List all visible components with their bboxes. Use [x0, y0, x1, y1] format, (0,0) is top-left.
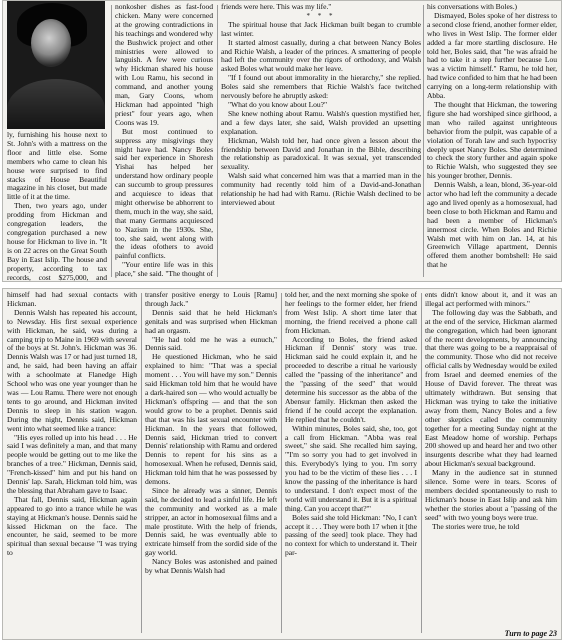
paragraph: his conversations with Boles.): [427, 3, 518, 11]
bottom-column-3: [285, 291, 417, 635]
turn-to-page-text: Turn to page 23: [504, 629, 557, 638]
paragraph: ly, furnishing his house next to St. John's with a mattress on the floor and little else. Some members who came to clean his house were surprised to find stacks of House Beautiful magazine in his closet, but made little of it at the time.: [7, 131, 107, 202]
paragraph: She knew nothing about Ramu. Walsh's question mystified her, and a few days later, she said, Walsh provided an upsetting explanation.: [221, 108, 421, 136]
top-column-4: [427, 3, 557, 279]
paragraph: "What do you know about Lou?": [228, 99, 328, 109]
paragraph: "Your entire life was in this place," she said. "The thought of: [115, 260, 213, 279]
top-column-2: [115, 3, 213, 279]
bottom-column-2: [145, 291, 277, 635]
top-column-1: [7, 131, 107, 281]
paragraph: That fall, Dennis said, Hickman again appeared to go into a trance while he was staying at Hickman's house. Dennis said he kissed Hickman on the face. The encounter, he said, seemed to be more spiritual than sexual because "I was trying to: [7, 494, 137, 558]
paragraph: told her, and the next morning she spoke of her feelings to the former elder, her friend from West Islip. A short time later that morning, the friend received a phone call from Hickman.: [285, 291, 417, 335]
paragraph: Many in the audience sat in stunned silence. Some were in tears. Scores of members decided spontaneously to rush to Hickman's house in East Islip and ask him whether the stories about a "passing of the seed" with two young boys were true.: [425, 468, 557, 522]
bottom-column-1: [7, 291, 137, 635]
paragraph: The following day was the Sabbath, and at the end of the service, Hickman alarmed the congregation, which had been ignorant of the recent developments, by announcing that there was going to be a reappraisal of the community. Those who did not receive official calls by Wednesday would be exiled from Israel and deemed enemies of the House of David forever. The threat was ultimately withdrawn. But sensing that Hickman was trying to take the initiative away from them, Nancy Boles and a few other skeptics called the community together for a meeting Sunday night at the East Meadow home of worship. Perhaps 200 showed up and heard her and two other insurgents describe what they had learned about Hickman's sexual background.: [425, 307, 557, 469]
paragraph: It started almost casually, during a chat between Nancy Boles and Richie Walsh, a leader of the princes. A smattering of people had left the community over the rigors of orthodoxy, and Walsh asked Boles what would make her leave.: [221, 37, 421, 74]
top-column-3: [221, 3, 421, 279]
paragraph: Boles said she told Hickman: "No, I can't accept it . . . They were both 17 when it [the passing of the seed] took place. They had no context for which to understand it. Their par-: [285, 512, 417, 558]
continuation-note: [505, 629, 557, 638]
paragraph: He questioned Hickman, who he said explained to him: "That was a special moment . . . You will have my son." Dennis said Hickman told him that he would have a dark-haired son — who would actually be Hickman's offspring — and that the son would grow to be a prophet. Dennis said that that was his last sexual encounter with Hickman. In the years that followed, Dennis said, Hickman tried to convert Dennis' relationship with Ramu and ordered Dennis to repent for his sins as a homosexual. When he refused, Dennis said, Hickman told him that he was possessed by demons.: [145, 352, 277, 487]
paragraph: The stories were true, he told: [432, 521, 520, 531]
paragraph: "His eyes rolled up into his head . . . He said I was definitely a man, and that many people would be getting out to me like the branches of a tree." Hickman, Dennis said, "French-kissed" him and put his hand on Dennis' lap. Sarah, Hickman told him, was the blessing that Abraham gave to Isaac.: [7, 432, 137, 495]
paragraph: Dennis said that he held Hickman's genitals and was surprised when Hickman had an orgasm.: [145, 307, 277, 335]
paragraph: ents didn't know about it, and it was an illegal act performed with minors.": [425, 291, 557, 308]
paragraph: himself had had sexual contacts with Hickman.: [7, 291, 137, 308]
paragraph: Dennis Walsh has repeated his account, to Newsday. His first sexual experience with Hickman, he said, was during a camping trip to Maine in 1969 with several of the boys at St. John's. Hickman was 36. Dennis Walsh was 17 or had just turned 18, and, he said, had been having an affair with a schoolmate at Flanedge High School who was one year younger than he was — Lou Ramu. There were not enough tents to go around, and Hickman invited Dennis to sleep in his station wagon. During the night, Dennis said, Hickman went into what seemed like a trance:: [7, 307, 137, 433]
paragraph: Dennis Walsh, a lean, blond, 36-year-old actor who had left the community a decade ago and lived openly as a homosexual, had been close to both Hickman and Ramu and had been a member of Hickman's innermost circle. When Boles and Richie Walsh met with him on Jan. 14, at his Greenwich Village apartment, Dennis offered them another bombshell: He said that he: [427, 180, 557, 270]
paragraph: The spiritual house that Jack Hickman built began to crumble last winter.: [221, 19, 421, 38]
paragraph: "If I found out about immorality in the hierarchy," she replied. Boles said she remembers that Richie Walsh's face twitched nervously before he abruptly asked:: [221, 73, 421, 101]
paragraph: Hickman, Walsh told her, had once given a lesson about the friendship between David and Jonathan in the Bible, describing the relationship as paradoxical. It was sexual, yet transcended sexuality.: [221, 135, 421, 172]
paragraph: nonkosher dishes as fast-food chicken. Many were concerned at the growing contradictions in his teachings and wondered why the Bushwick project and other ministries were allowed to languish. A few were curious why Hickman shared his house with Lou Ramu, his second in command, and another young man, Gary Coons, whom Hickman had appointed "high priest" four years ago, when Coons was 19.: [115, 3, 213, 127]
paragraph: But most continued to suppress any misgivings they might have had. Nancy Boles said her experience in Shoresh Yishai has helped her understand how ordinary people can succumb to group pressures and acquiesce to ideas that might otherwise be abhorrent to them, much in the way, she said, that many Germans acquiesced to Nazism in the 1930s. She, too, she said, went along with the ideas ofothers to avoid painful conflicts.: [115, 126, 213, 261]
paragraph: Then, two years ago, under prodding from Hickman and congregation leaders, the congregation purchased a new house for Hickman to live in. "It is on 22 acres on the Great South Bay in East Islip. The house and property, according to tax records, cost $275,000, and: [7, 201, 107, 281]
paragraph: Since he already was a sinner, Dennis said, he decided to lead a sinful life. He left the community and worked as a male stripper, an actor in homosexual films and a male prostitute. With the help of friends, Dennis said, he was eventually able to extricate himself from the sordid side of the gay world.: [145, 485, 277, 558]
paragraph: "He had told me he was a eunuch," Dennis said.: [145, 334, 277, 353]
bottom-article-panel: [2, 288, 562, 640]
bottom-column-4: [425, 291, 557, 625]
portrait-photo: [7, 1, 105, 129]
paragraph: Dismayed, Boles spoke of her distress to a second close friend, another former elder, who lives in West Islip. The former elder added a far more startling disclosure. He told her, Boles said, that "he was afraid he had to take it a step further because Lou was a victim himself." Ramu, he told her, had twice confided to him that he had been carrying on a long-term relationship with Abba.: [427, 10, 557, 101]
paragraph: transfer positive energy to Louis [Ramu] through Jack.": [145, 291, 277, 308]
paragraph: The thought that Hickman, the towering figure she had worshiped since girlhood, a man who railed against unrighteous behavior from the pulpit, was capable of a violation of Torah law and such hypocrisy deeply upset Nancy Boles. She determined to check the story further and again spoke to Richie Walsh, who suggested they see his younger brother, Dennis.: [427, 99, 557, 181]
paragraph: * * *: [306, 11, 336, 20]
top-article-panel: [2, 0, 562, 282]
paragraph: friends were here. This was my life.": [221, 3, 332, 11]
paragraph: Nancy Boles was astonished and pained by what Dennis Walsh had: [145, 557, 277, 576]
paragraph: Within minutes, Boles said, she, too, got a call from Hickman. "Abba was real sweet," she said. She recalled him saying, "'I'm so sorry you had to get involved in this. Everybody's lying to you. I'm sorry you had to be the victim of these lies . . . I know the passing of the inheritance is hard to understand. I don't expect most of the world will understand it. But it is a spiritual thing. Can you accept that?'": [285, 423, 417, 513]
paragraph: Walsh said what concerned him was that a married man in the community had recently told him of a David-and-Jonathan relationship he had had with Ramu. (Richie Walsh declined to be interviewed about: [221, 171, 421, 207]
paragraph: According to Boles, the friend asked Hickman if Dennis' story was true. Hickman said he could explain it, and he proceeded to describe a ritual he variously called the "passing of the inheritance" and the "passing of the seed" that would determine his successor as the abba of the Abensur family. Hickman then asked the friend if he could accept the explanation. He replied that he couldn't.: [285, 334, 417, 424]
